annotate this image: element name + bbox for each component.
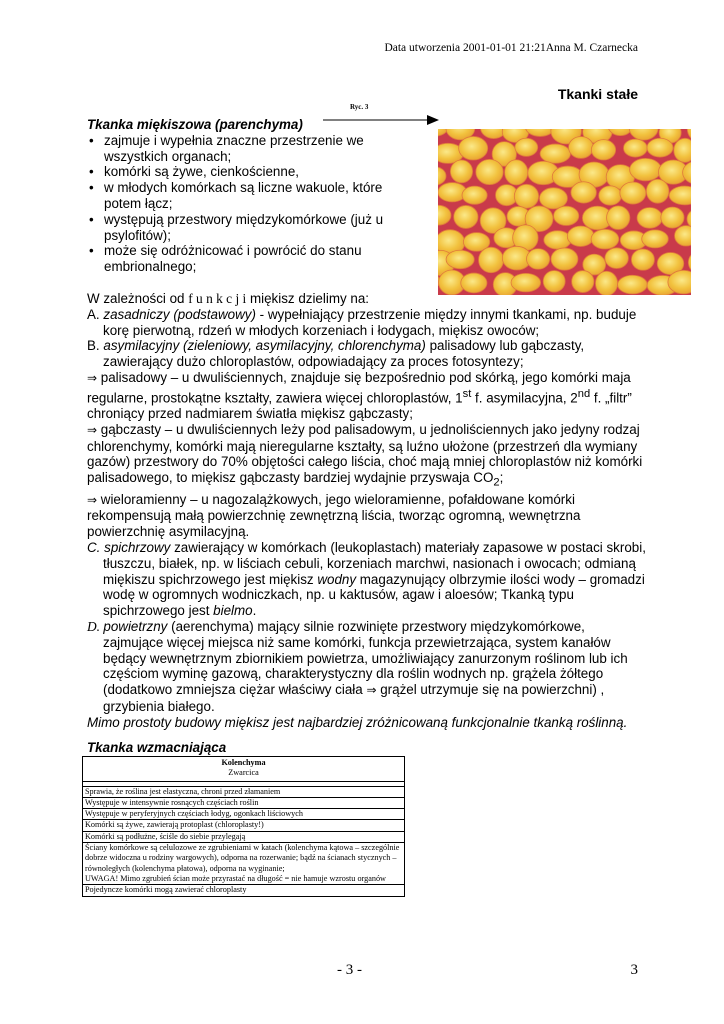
function-intro: W zależności od f u n k c j i miękisz dzielimy na: — [87, 290, 370, 306]
table-row: Komórki są żywe, zawierają protoplast (chloroplasty!) — [83, 820, 405, 831]
support-heading: Tkanka wzmacniająca — [87, 740, 227, 755]
parenchyma-heading: Tkanka miękiszowa (parenchyma) — [87, 117, 303, 132]
list-item: • może się odróżnicować i powrócić do stanu embrionalnego; — [87, 243, 387, 275]
type-c-term: spichrzowy — [104, 540, 171, 556]
type-a-term: zasadniczy (podstawowy) — [103, 306, 256, 322]
section-title: Tkanki stałe — [557, 86, 638, 102]
implies-arrow-icon: ⇒ — [87, 370, 98, 385]
footer-page-label: - 3 - — [337, 962, 362, 978]
spongy-paragraph: ⇒ gąbczasty – u dwuliściennych leży pod palisadowym, u jednoliściennych jako jedyny rodzaj chlorenchymy, komórki mają nieregularne kształty, są luźno ułożone (przestrzeń dla wymiany gazów) przestwory do 70% objętości całego liścia, choć mają mniej chloroplastów niż komórki palisadowego, to miękisz gąbczasty bardziej wydajnie przyswaja $CO_2$; — [87, 421, 643, 489]
table-row: Pojedyncze komórki mogą zawierać chloroplasty — [83, 885, 405, 896]
type-d-term: powietrzny — [103, 619, 168, 635]
cell-shape — [646, 179, 669, 203]
kolenchyma-table — [82, 756, 405, 897]
parenchyma-bullet-list — [87, 133, 387, 275]
implies-arrow-icon: ⇒ — [87, 492, 98, 507]
table-row: Występuje w peryferyjnych częściach łodyg, ogonkach liściowych — [83, 809, 405, 820]
type-d-paragraph: D. powietrzny (aerenchyma) mający silnie rozwinięte przestwory międzykomórkowe, zajmujące więcej miejsca niż same komórki, funkcja przewietrzająca, system kanałów będący wewnętrznym zbiornikiem powietrza, umożliwiający zanurzonym roślinom lub ich częściom wyminę gazową, charakterystyczny dla roślin wodnych np. grążela żółtego (dodatkowo zmniejsza ciężar właściwy ciała ⇒ grążel utrzymuje się na powierzchni) , grzybienia białego. — [87, 619, 628, 715]
footer-page-number: 3 — [630, 962, 638, 978]
type-b-paragraph: B. asymilacyjny (zieleniowy, asymilacyjny, chlorenchyma) palisadowy lub gąbczasty, zawierający dużo chloroplastów, odpowiadający za proces fotosyntezy; — [87, 338, 585, 370]
parenchyma-summary: Mimo prostoty budowy miękisz jest najbardziej zróżnicowaną funkcjonalnie tkanką roślinną. — [87, 714, 628, 730]
table-title: Kolenchyma — [221, 758, 266, 767]
list-item: • w młodych komórkach są liczne wakuole, które potem łącz; — [87, 180, 387, 212]
figure-label: Ryc. 3 — [350, 103, 369, 111]
table-row: Występuje w intensywnie rosnących częściach roślin — [83, 797, 405, 808]
table-row: Sprawia, że roślina jest elastyczna, chroni przed złamaniem — [83, 786, 405, 797]
table-row: Ściany komórkowe są celulozowe ze zgrubieniami w katach (kolenchyma kątowa – szczególnie dobrze widoczna u rodziny wargowych), odporna na rozerwanie; bądź na ścianach stycznych – równoległych (kolenchyma płatowa), odporna na wyginanie; UWAGA! Mimo zgrubień ścian może przyrastać na długość = nie hamuje wzrostu organów — [83, 843, 405, 885]
type-a-paragraph: A. zasadniczy (podstawowy) - wypełniający przestrzenie między innymi tkankami, np. buduje korę pierwotną, rdzeń w młodych korzeniach i łodygach, miękisz owoców; — [87, 306, 637, 338]
multiarm-paragraph: ⇒ wieloramienny – u nagozalążkowych, jego wieloramienne, pofałdowane komórki rekompensują małą powierzchnię zewnętrzną liścia, tworząc ogromną, wewnętrzna powierzchnię asymilacyjną. — [87, 491, 581, 540]
parenchyma-section — [87, 117, 647, 731]
implies-arrow-icon: ⇒ — [366, 683, 377, 698]
implies-arrow-icon: ⇒ — [87, 422, 98, 437]
type-b-term: asymilacyjny (zieleniowy, asymilacyjny, chlorenchyma) — [103, 338, 426, 354]
cell-shape — [647, 138, 673, 157]
table-subtitle: Zwarcica — [228, 768, 259, 778]
list-item: • zajmuje i wypełnia znaczne przestrzenie we wszystkich organach; — [87, 133, 387, 165]
type-c-paragraph: C. spichrzowy zawierający w komórkach (leukoplastach) materiały zapasowe w postaci skrobi, tłuszczu, białek, np. w liściach cebuli, korzeniach marchwi, nasionach i owocach; odmianą miękiszu spichrzowego jest miękisz wodny magazynujący olbrzymie ilości wody – gromadzi wodę w ogromnych wodniczkach, np. u kaktusów, agaw i aloesów; Tkanką typu spichrzowego jest bielmo. — [87, 540, 646, 619]
spaced-word: f u n k c j i — [188, 290, 247, 306]
palisade-paragraph: ⇒ palisadowy – u dwuliściennych, znajduje się bezpośrednio pod skórką, jego komórki maja regularne, prostokątne kształty, zawiera więcej chloroplastów, 1st f. asymilacyjna, 2nd f. „filtr” chroniący przed nadmiarem światła miękisz gąbczasty; — [87, 369, 632, 422]
list-item: • komórki są żywe, cienkościenne, — [87, 164, 387, 180]
table-header — [83, 757, 405, 782]
table-row: Komórki są podłużne, ściśle do siebie przylegają — [83, 831, 405, 842]
cell-shape — [661, 207, 684, 228]
list-item: • występują przestwory międzykomórkowe (już u psylofitów); — [87, 212, 387, 244]
document-meta: Data utworzenia 2001-01-01 21:21Anna M. Czarnecka — [384, 42, 638, 54]
